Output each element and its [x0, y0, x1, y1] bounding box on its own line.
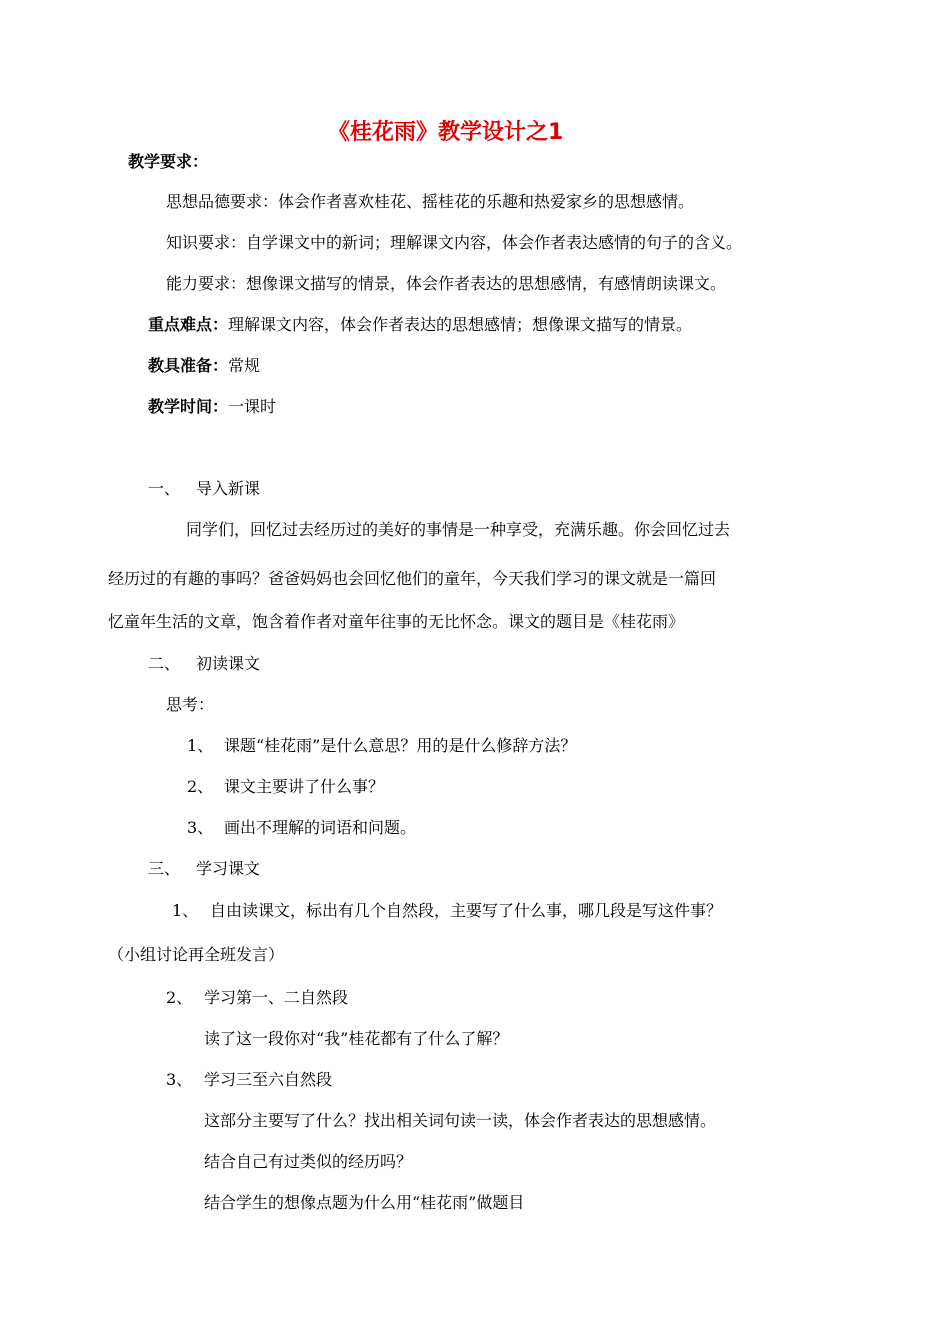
section-3-title: 学习课文: [196, 859, 261, 878]
time-line: [148, 395, 276, 419]
req-ability: 能力要求：想像课文描写的情景，体会作者表达的思想感情，有感情朗读课文。: [166, 274, 727, 293]
section-1-para-line-1: 同学们，回忆过去经历过的美好的事情是一种享受，充满乐趣。你会回忆过去: [186, 520, 731, 539]
section-2-think: 思考：: [166, 695, 215, 714]
time-label: 教学时间：: [148, 397, 229, 416]
req-moral: 思想品德要求：体会作者喜欢桂花、摇桂花的乐趣和热爱家乡的思想感情。: [166, 192, 695, 211]
tools-label: 教具准备：: [148, 356, 229, 375]
section-3-item-3-detail-1: 这部分主要写了什么？找出相关词句读一读，体会作者表达的思想感情。: [204, 1111, 717, 1130]
req-knowledge: 知识要求：自学课文中的新词；理解课文内容，体会作者表达感情的句子的含义。: [166, 233, 743, 252]
section-2-q1: 课题“桂花雨”是什么意思？用的是什么修辞方法？: [224, 736, 577, 755]
section-2-number: 二、: [148, 654, 181, 673]
section-3-item-3-number: 3、: [166, 1070, 193, 1089]
section-2-title: 初读课文: [196, 654, 261, 673]
time-text: 一课时: [228, 397, 277, 416]
tools-text: 常规: [228, 356, 261, 375]
section-3-item-3-detail-3: 结合学生的想像点题为什么用“桂花雨”做题目: [204, 1193, 525, 1212]
section-3-item-1-continued: （小组讨论再全班发言）: [108, 945, 285, 964]
section-1-number: 一、: [148, 479, 181, 498]
section-1-para-line-3: 忆童年生活的文章，饱含着作者对童年往事的无比怀念。课文的题目是《桂花雨》: [108, 612, 685, 631]
section-2-q2-number: 2、: [187, 777, 214, 796]
key-points-line: [148, 313, 692, 337]
doc-title: 《桂花雨》教学设计之1: [328, 120, 564, 145]
section-2-q3-number: 3、: [187, 818, 214, 837]
section-2-q3: 画出不理解的词语和问题。: [224, 818, 417, 837]
section-3-item-3: 学习三至六自然段: [204, 1070, 333, 1089]
requirements-label: 教学要求：: [128, 152, 209, 171]
section-3-item-2-detail: 读了这一段你对“我”桂花都有了什么了解？: [204, 1029, 509, 1048]
tools-line: [148, 354, 260, 378]
section-3-item-3-detail-2: 结合自己有过类似的经历吗？: [204, 1152, 413, 1171]
section-2-q1-number: 1、: [187, 736, 214, 755]
section-2-q2: 课文主要讲了什么事？: [224, 777, 385, 796]
key-points-label: 重点难点：: [148, 315, 229, 334]
section-3-item-2-number: 2、: [166, 988, 193, 1007]
key-points-text: 理解课文内容，体会作者表达的思想感情；想像课文描写的情景。: [228, 315, 693, 334]
section-3-item-1: 自由读课文，标出有几个自然段，主要写了什么事，哪几段是写这件事？: [210, 901, 723, 920]
section-1-para-line-2: 经历过的有趣的事吗？爸爸妈妈也会回忆他们的童年，今天我们学习的课文就是一篇回: [108, 569, 717, 588]
section-3-item-1-number: 1、: [172, 901, 199, 920]
section-3-number: 三、: [148, 859, 181, 878]
section-3-item-2: 学习第一、二自然段: [204, 988, 349, 1007]
section-1-title: 导入新课: [196, 479, 261, 498]
